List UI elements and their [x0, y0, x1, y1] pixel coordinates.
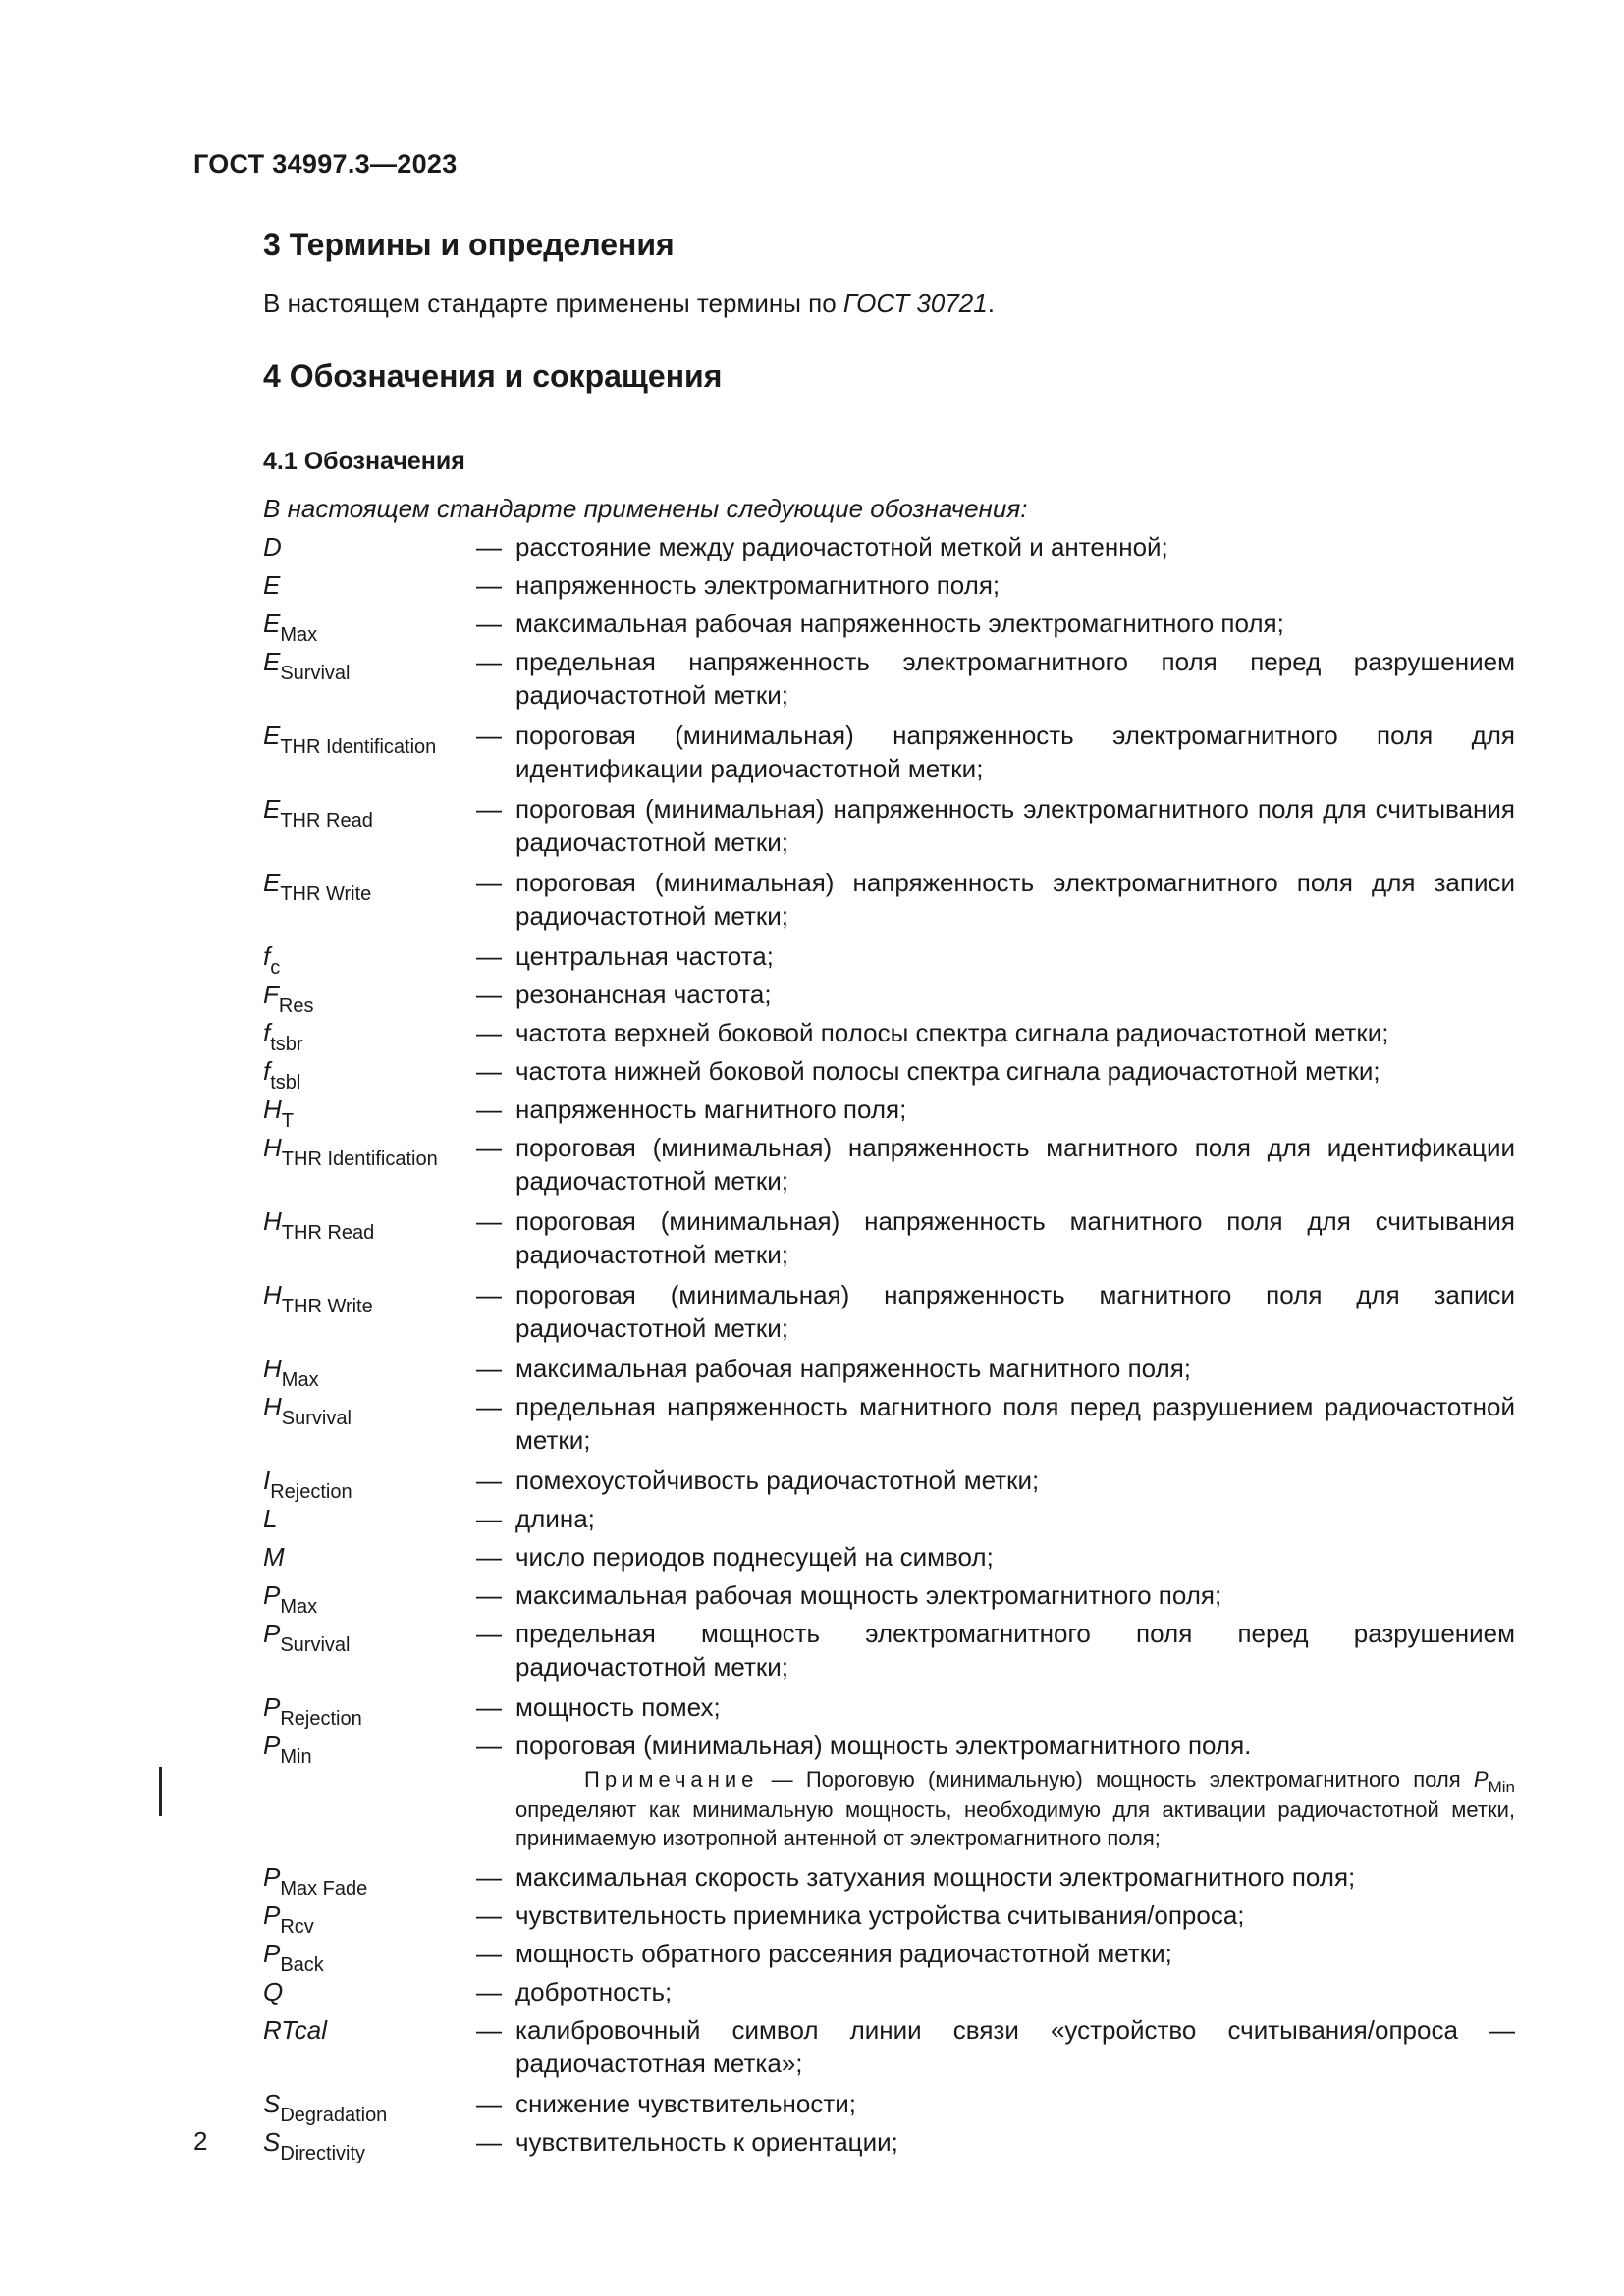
note-symbol: P [1473, 1767, 1489, 1791]
revision-change-bar [159, 1767, 162, 1816]
definition-dash: — [476, 1862, 502, 1892]
definition-symbol [263, 645, 476, 684]
definition-symbol [263, 1690, 476, 1730]
definition-row [263, 645, 1520, 712]
symbol-main: H [263, 1133, 282, 1162]
definition-symbol [263, 1540, 476, 1576]
definition-text: мощность помех; [515, 1692, 721, 1722]
definition-symbol [263, 2087, 476, 2126]
definition-row [263, 1617, 1520, 1683]
definition-dash: — [476, 532, 502, 561]
symbol-subscript: Directivity [280, 2143, 366, 2164]
symbol-main: P [263, 1862, 281, 1892]
note-symbol-subscript: Min [1488, 1778, 1515, 1796]
definition-text: центральная частота; [515, 941, 774, 971]
definition-row [263, 1937, 1520, 1976]
definition-row [263, 1540, 1520, 1576]
note-heading: Примечание [584, 1767, 759, 1791]
definition-dash: — [476, 1580, 502, 1610]
definition-symbol [263, 607, 476, 646]
definition-row [263, 1131, 1520, 1198]
symbol-main: RTcal [263, 2015, 328, 2045]
definition-symbol [263, 1975, 476, 2011]
definition-dash: — [476, 1939, 502, 1968]
definition-text: предельная мощность электромагнитного поля перед разрушением радиочастотной метки; [515, 1619, 1515, 1682]
note-text-1: Пороговую (минимальную) мощность электромагнитного поля [805, 1767, 1461, 1791]
definitions-list [263, 530, 1520, 2163]
definition-row [263, 866, 1520, 933]
symbol-main: E [263, 868, 281, 897]
symbol-main: f [263, 941, 271, 971]
definition-dash: — [476, 2127, 502, 2157]
definition-row [263, 1204, 1520, 1271]
symbol-subscript: Back [280, 1954, 324, 1976]
symbol-main: L [263, 1504, 278, 1533]
symbol-subscript: THR Identification [280, 736, 437, 758]
subsection-4-1-title: 4.1 Обозначения [263, 448, 465, 475]
definition-row [263, 939, 1520, 979]
definition-dash: — [476, 721, 502, 750]
symbol-main: P [263, 1900, 281, 1930]
definition-symbol [263, 2125, 476, 2162]
symbol-main: D [263, 532, 282, 561]
definition-text: напряженность электромагнитного поля; [515, 570, 1001, 600]
definition-dash: — [476, 2089, 502, 2118]
definition-symbol [263, 1390, 476, 1429]
symbol-subscript: THR Write [281, 1296, 373, 1317]
note-dash: — [771, 1767, 793, 1791]
symbol-subscript: Degradation [280, 2105, 388, 2126]
definition-dash: — [476, 1466, 502, 1495]
definition-dash: — [476, 570, 502, 600]
symbol-subscript: Rcv [280, 1916, 314, 1938]
definition-text: добротность; [515, 1977, 673, 2006]
section-4-title: 4 Обозначения и сокращения [263, 358, 723, 394]
definition-dash: — [476, 2015, 502, 2045]
definition-symbol [263, 939, 476, 979]
definition-dash: — [476, 1280, 502, 1309]
definition-row [263, 1464, 1520, 1503]
definition-text: пороговая (минимальная) напряженность электромагнитного поля для записи радиочастотной метки; [515, 868, 1515, 931]
definition-symbol [263, 1352, 476, 1391]
symbol-subscript: THR Read [281, 1222, 375, 1244]
definition-row [263, 1093, 1520, 1132]
symbol-subscript: Survival [281, 1408, 352, 1429]
definition-row [263, 1016, 1520, 1055]
definition-dash: — [476, 1095, 502, 1124]
definition-text: максимальная рабочая мощность электромагнитного поля; [515, 1580, 1222, 1610]
definition-symbol [263, 792, 476, 831]
symbol-main: I [263, 1466, 271, 1495]
definition-row [263, 2125, 1520, 2162]
symbol-main: H [263, 1392, 282, 1421]
definition-text: предельная напряженность электромагнитного поля перед разрушением радиочастотной метки; [515, 647, 1515, 710]
definition-dash: — [476, 609, 502, 638]
definition-dash: — [476, 1056, 502, 1086]
symbol-main: M [263, 1542, 285, 1572]
definition-row [263, 607, 1520, 646]
definition-symbol [263, 1937, 476, 1976]
definition-row [263, 792, 1520, 859]
definition-text: максимальная скорость затухания мощности электромагнитного поля; [515, 1862, 1356, 1892]
symbol-subscript: c [270, 957, 281, 979]
symbol-subscript: THR Write [280, 883, 372, 905]
symbol-main: Q [263, 1977, 284, 2006]
symbol-main: E [263, 721, 281, 750]
definition-dash: — [476, 1018, 502, 1047]
definition-symbol [263, 1093, 476, 1132]
definition-text: пороговая (минимальная) напряженность электромагнитного поля для идентификации радиочастотной метки; [515, 721, 1515, 783]
symbol-main: S [263, 2127, 281, 2157]
symbol-subscript: Survival [280, 1634, 351, 1656]
definition-text: частота верхней боковой полосы спектра сигнала радиочастотной метки; [515, 1018, 1389, 1047]
note-pmin [515, 1765, 1515, 1852]
definition-text: длина; [515, 1504, 595, 1533]
definition-row [263, 1860, 1520, 1899]
definition-dash: — [476, 1900, 502, 1930]
definition-symbol [263, 866, 476, 905]
definition-text: мощность обратного рассеяния радиочастотной метки; [515, 1939, 1172, 1968]
symbol-subscript: THR Read [280, 810, 373, 831]
definition-dash: — [476, 1542, 502, 1572]
definition-row [263, 719, 1520, 785]
definition-dash: — [476, 1354, 502, 1383]
definition-text: максимальная рабочая напряженность электромагнитного поля; [515, 609, 1284, 638]
definition-dash: — [476, 647, 502, 676]
symbol-main: f [263, 1018, 271, 1047]
definition-row [263, 1390, 1520, 1457]
definition-symbol [263, 1617, 476, 1656]
definition-symbol [263, 1464, 476, 1503]
definition-row [263, 530, 1520, 566]
definition-dash: — [476, 1392, 502, 1421]
definition-dash: — [476, 1133, 502, 1162]
definition-text: помехоустойчивость радиочастотной метки; [515, 1466, 1040, 1495]
definition-dash: — [476, 1977, 502, 2006]
definition-symbol [263, 1278, 476, 1317]
definition-text: резонансная частота; [515, 980, 772, 1009]
definition-row [263, 1729, 1520, 1768]
definition-dash: — [476, 980, 502, 1009]
symbol-main: H [263, 1280, 282, 1309]
definition-text: расстояние между радиочастотной меткой и антенной; [515, 532, 1168, 561]
symbol-subscript: Min [280, 1746, 312, 1768]
section-3-text-before: В настоящем стандарте применены термины по [263, 289, 843, 318]
definition-dash: — [476, 941, 502, 971]
definition-symbol [263, 1131, 476, 1170]
definitions-lead: В настоящем стандарте применены следующие обозначения: [263, 494, 1028, 523]
symbol-main: P [263, 1692, 281, 1722]
section-3-reference: ГОСТ 30721 [842, 289, 988, 318]
definition-symbol [263, 1860, 476, 1899]
definition-dash: — [476, 1504, 502, 1533]
symbol-main: H [263, 1206, 282, 1236]
definition-text: максимальная рабочая напряженность магнитного поля; [515, 1354, 1192, 1383]
definition-dash: — [476, 1206, 502, 1236]
symbol-main: P [263, 1731, 281, 1760]
symbol-main: E [263, 647, 281, 676]
symbol-main: f [263, 1056, 271, 1086]
section-3-text-after: . [987, 289, 995, 318]
section-3-title: 3 Термины и определения [263, 227, 675, 262]
definition-row [263, 1502, 1520, 1538]
definition-text: частота нижней боковой полосы спектра сигнала радиочастотной метки; [515, 1056, 1380, 1086]
note-text-2: определяют как минимальную мощность, необходимую для активации радиочастотной метки, принимаемую изотропной антенной от электромагнитного поля; [515, 1797, 1515, 1850]
definition-symbol [263, 2013, 476, 2050]
definition-text: чувствительность к ориентации; [515, 2127, 898, 2157]
definition-text: чувствительность приемника устройства считывания/опроса; [515, 1900, 1245, 1930]
definition-dash: — [476, 868, 502, 897]
definition-text: предельная напряженность магнитного поля перед разрушением радиочастотной метки; [515, 1392, 1515, 1455]
definition-row [263, 1690, 1520, 1730]
symbol-main: P [263, 1619, 281, 1648]
definition-dash: — [476, 794, 502, 824]
definition-symbol [263, 1502, 476, 1538]
definition-row [263, 1975, 1520, 2011]
definition-text: калибровочный символ линии связи «устройство считывания/опроса — радиочастотная метка»; [515, 2015, 1515, 2078]
symbol-main: S [263, 2089, 281, 2118]
definition-symbol [263, 1016, 476, 1055]
symbol-subscript: Max [280, 624, 318, 646]
definition-text: пороговая (минимальная) мощность электромагнитного поля. [515, 1731, 1252, 1760]
page-number: 2 [193, 2126, 208, 2156]
definition-symbol [263, 978, 476, 1017]
definition-row [263, 1054, 1520, 1094]
definition-text: пороговая (минимальная) напряженность магнитного поля для считывания радиочастотной метки; [515, 1206, 1515, 1269]
definition-text: число периодов поднесущей на символ; [515, 1542, 994, 1572]
definition-row [263, 2087, 1520, 2126]
symbol-main: P [263, 1939, 281, 1968]
symbol-main: F [263, 980, 279, 1009]
definition-row [263, 568, 1520, 605]
symbol-subscript: Max [281, 1369, 319, 1391]
symbol-main: H [263, 1354, 282, 1383]
symbol-subscript: THR Identification [281, 1148, 438, 1170]
definition-text: снижение чувствительности; [515, 2089, 857, 2118]
symbol-subscript: Rejection [280, 1708, 362, 1730]
section-3-text [263, 289, 995, 319]
definition-row [263, 1278, 1520, 1345]
symbol-main: E [263, 570, 281, 600]
symbol-main: H [263, 1095, 282, 1124]
definition-text: напряженность магнитного поля; [515, 1095, 907, 1124]
document-code: ГОСТ 34997.3—2023 [193, 149, 458, 179]
definition-row [263, 1352, 1520, 1391]
definition-symbol [263, 1729, 476, 1768]
symbol-subscript: tsbl [270, 1072, 301, 1094]
definition-row [263, 1898, 1520, 1938]
definition-symbol [263, 568, 476, 605]
definition-symbol [263, 1054, 476, 1094]
definition-dash: — [476, 1731, 502, 1760]
definition-row [263, 2013, 1520, 2080]
definition-dash: — [476, 1692, 502, 1722]
symbol-subscript: T [281, 1110, 294, 1132]
symbol-subscript: tsbr [270, 1034, 303, 1055]
definition-text: пороговая (минимальная) напряженность магнитного поля для идентификации радиочастотной метки; [515, 1133, 1515, 1196]
definition-symbol [263, 1578, 476, 1618]
definition-text: пороговая (минимальная) напряженность электромагнитного поля для считывания радиочастотной метки; [515, 794, 1515, 857]
symbol-subscript: Rejection [270, 1481, 352, 1503]
symbol-subscript: Survival [280, 663, 351, 684]
symbol-subscript: Max [280, 1596, 318, 1618]
definition-text: пороговая (минимальная) напряженность магнитного поля для записи радиочастотной метки; [515, 1280, 1515, 1343]
symbol-main: E [263, 794, 281, 824]
symbol-main: P [263, 1580, 281, 1610]
definition-symbol [263, 1898, 476, 1938]
symbol-subscript: Res [278, 995, 314, 1017]
definition-symbol [263, 719, 476, 758]
definition-symbol [263, 530, 476, 566]
definition-dash: — [476, 1619, 502, 1648]
definition-symbol [263, 1204, 476, 1244]
definition-row [263, 978, 1520, 1017]
symbol-subscript: Max Fade [280, 1878, 368, 1899]
definition-row [263, 1578, 1520, 1618]
symbol-main: E [263, 609, 281, 638]
